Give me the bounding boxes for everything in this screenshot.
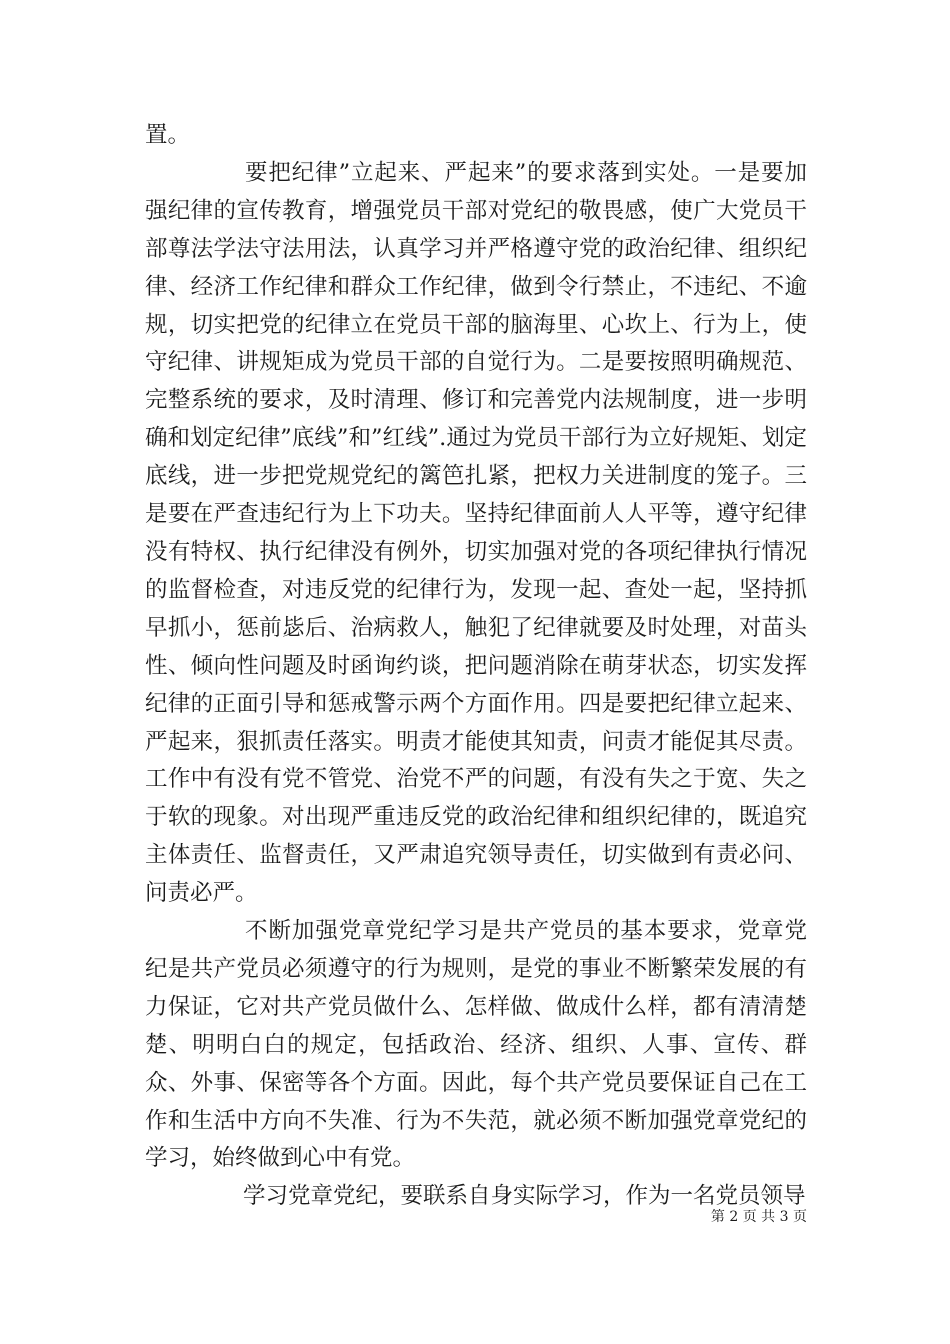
paragraph-study-practice: 学习党章党纪，要联系自身实际学习，作为一名党员领导 xyxy=(243,1183,806,1210)
paragraph-study-requirement: 不断加强党章党纪学习是共产党员的基本要求，党章党纪是共产党员必须遵守的行为规则，是党的事业不断繁荣发展的有力保证，它对共产党员做什么、怎样做、做成什么样，都有清清楚楚、明明白白的规定，包括政治、经济、组织、人事、宣传、群众、外事、保密等各个方面。因此，每个共产党员要保证自己在工作和生活中方向不失准、行为不失范，就必须不断加强党章党纪的学习，始终做到心中有党。 xyxy=(145,918,807,1172)
page-number: 第 2 页 共 3 页 xyxy=(710,1209,807,1225)
paragraph-continuation: 置。 xyxy=(145,122,191,148)
paragraph-discipline-implementation: 要把纪律”立起来、严起来”的要求落到实处。一是要加强纪律的宣传教育，增强党员干部对党纪的敬畏感，使广大党员干部尊法学法守法用法，认真学习并严格遵守党的政治纪律、组织纪律、经济工作纪律和群众工作纪律，做到令行禁止，不违纪、不逾规，切实把党的纪律立在党员干部的脑海里、心坎上、行为上，使守纪律、讲规矩成为党员干部的自觉行为。二是要按照明确规范、完整系统的要求，及时清理、修订和完善党内法规制度，进一步明确和划定纪律”底线”和”红线”.通过为党员干部行为立好规矩、划定底线，进一步把党规党纪的篱笆扎紧，把权力关进制度的笼子。三是要在严查违纪行为上下功夫。坚持纪律面前人人平等，遵守纪律没有特权、执行纪律没有例外，切实加强对党的各项纪律执行情况的监督检查，对违反党的纪律行为，发现一起、查处一起，坚持抓早抓小，惩前毖后、治病救人，触犯了纪律就要及时处理，对苗头性、倾向性问题及时函询约谈，把问题消除在萌芽状态，切实发挥纪律的正面引导和惩戒警示两个方面作用。四是要把纪律立起来、严起来，狠抓责任落实。明责才能使其知责，问责才能促其尽责。工作中有没有党不管党、治党不严的问题，有没有失之于宽、失之于软的现象。对出现严重违反党的政治纪律和组织纪律的，既追究主体责任、监督责任，又严肃追究领导责任，切实做到有责必问、问责必严。 xyxy=(145,159,807,907)
document-body xyxy=(145,117,807,1216)
